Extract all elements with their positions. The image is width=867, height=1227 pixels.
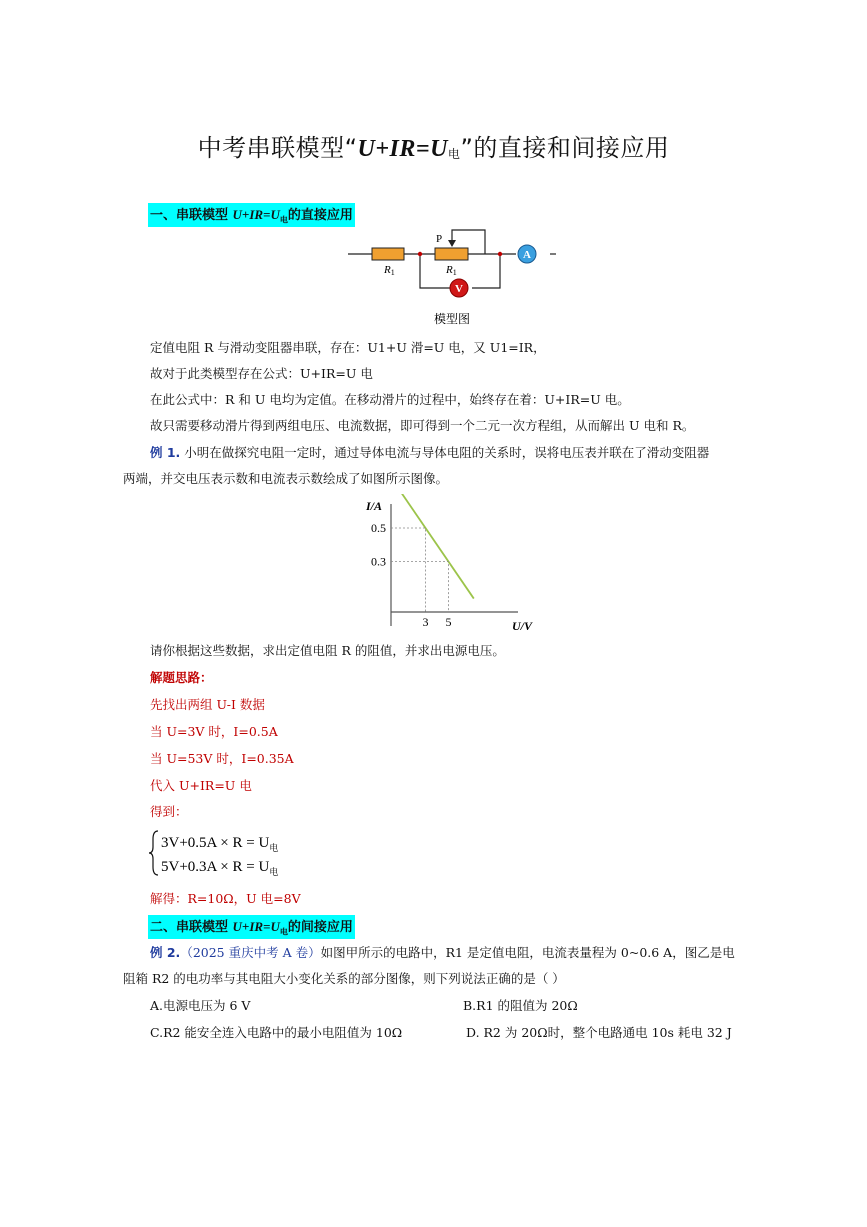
y-tick-label: 0.5 bbox=[371, 521, 386, 535]
solution-heading: 解题思路： bbox=[150, 670, 213, 685]
r1-label: R1 bbox=[384, 264, 395, 277]
guide-line bbox=[391, 562, 449, 612]
junction-dot bbox=[498, 252, 502, 256]
slider-label: P bbox=[436, 233, 443, 245]
example-1-line-2: 两端，并交电压表示数和电流表示数绘成了如图所示图像。 bbox=[123, 471, 449, 486]
example-2-line-1: 例 2.（2025 重庆中考 A 卷）如图甲所示的电路中，R1 是定值电阻，电流表量程为 0~0.6 A，图乙是电 bbox=[150, 945, 735, 960]
example-1-line-1: 例 1. 小明在做探究电阻一定时，通过导体电流与导体电阻的关系时，误将电压表并联在了滑动变阻器 bbox=[150, 445, 710, 460]
solution-line: 当 U=53V 时，I=0.35A bbox=[150, 751, 294, 766]
y-tick-label: 0.3 bbox=[371, 554, 386, 569]
option-a: A.电源电压为 6 V bbox=[150, 998, 251, 1013]
paragraph: 定值电阻 R 与滑动变阻器串联，存在：U1+U 滑=U 电，又 U1=IR， bbox=[150, 340, 546, 355]
solution-line: 代入 U+IR=U 电 bbox=[150, 778, 252, 793]
paragraph: 故对于此类模型存在公式：U+IR=U 电 bbox=[150, 366, 373, 381]
brace-icon bbox=[149, 831, 158, 875]
question-1: 请你根据这些数据，求出定值电阻 R 的阻值，并求出电源电压。 bbox=[150, 643, 505, 658]
equation-1: $3V+0.5A \times R = U_电$ bbox=[161, 835, 279, 853]
iu-chart bbox=[360, 494, 540, 634]
page-title: 中考串联模型“$U+IR=U_电$”的直接和间接应用 bbox=[197, 134, 670, 162]
r2-label: R1 bbox=[446, 264, 457, 277]
circuit-diagram bbox=[340, 226, 570, 331]
section-heading-2: 二、串联模型 $U+IR=U_电$的间接应用 bbox=[148, 915, 355, 939]
rheostat bbox=[435, 248, 468, 260]
solution-line: 当 U=3V 时，I=0.5A bbox=[150, 724, 278, 739]
diagram-caption: 模型图 bbox=[433, 312, 471, 326]
guide-line bbox=[391, 528, 426, 612]
option-c: C.R2 能安全连入电路中的最小电阻值为 10Ω bbox=[150, 1025, 403, 1040]
x-tick-label: 5 bbox=[445, 615, 452, 629]
option-b: B.R1 的阻值为 20Ω bbox=[463, 998, 578, 1013]
solution-line: 先找出两组 U-I 数据 bbox=[150, 697, 265, 712]
option-d: D. R2 为 20Ω时，整个电路通电 10s 耗电 32 J bbox=[466, 1025, 732, 1040]
solution-line: 得到： bbox=[150, 804, 188, 819]
equation-system bbox=[148, 827, 308, 879]
voltmeter-label: V bbox=[455, 283, 463, 295]
resistor-r1 bbox=[372, 248, 404, 260]
section-heading-1: 一、串联模型 $U+IR=U_电$的直接应用 bbox=[148, 203, 355, 227]
junction-dot bbox=[418, 252, 422, 256]
x-tick-label: 3 bbox=[422, 615, 429, 629]
paragraph: 故只需要移动滑片得到两组电压、电流数据，即可得到一个二元一次方程组，从而解出 U 电和 R。 bbox=[150, 418, 695, 433]
ammeter-label: A bbox=[523, 249, 531, 261]
solution-result: 解得：R=10Ω，U 电=8V bbox=[150, 891, 301, 906]
series-line bbox=[391, 494, 474, 599]
example-2-line-2: 阻箱 R2 的电功率与其电阻大小变化关系的部分图像，则下列说法正确的是（ ） bbox=[123, 971, 565, 986]
equation-2: $5V+0.3A \times R = U_电$ bbox=[161, 859, 279, 877]
paragraph: 在此公式中：R 和 U 电均为定值。在移动滑片的过程中，始终存在着：U+IR=U 电。 bbox=[150, 392, 630, 407]
y-axis-label: I/A bbox=[366, 499, 383, 513]
slider-arrow-icon bbox=[448, 240, 456, 247]
x-axis-label: U/V bbox=[512, 619, 533, 633]
